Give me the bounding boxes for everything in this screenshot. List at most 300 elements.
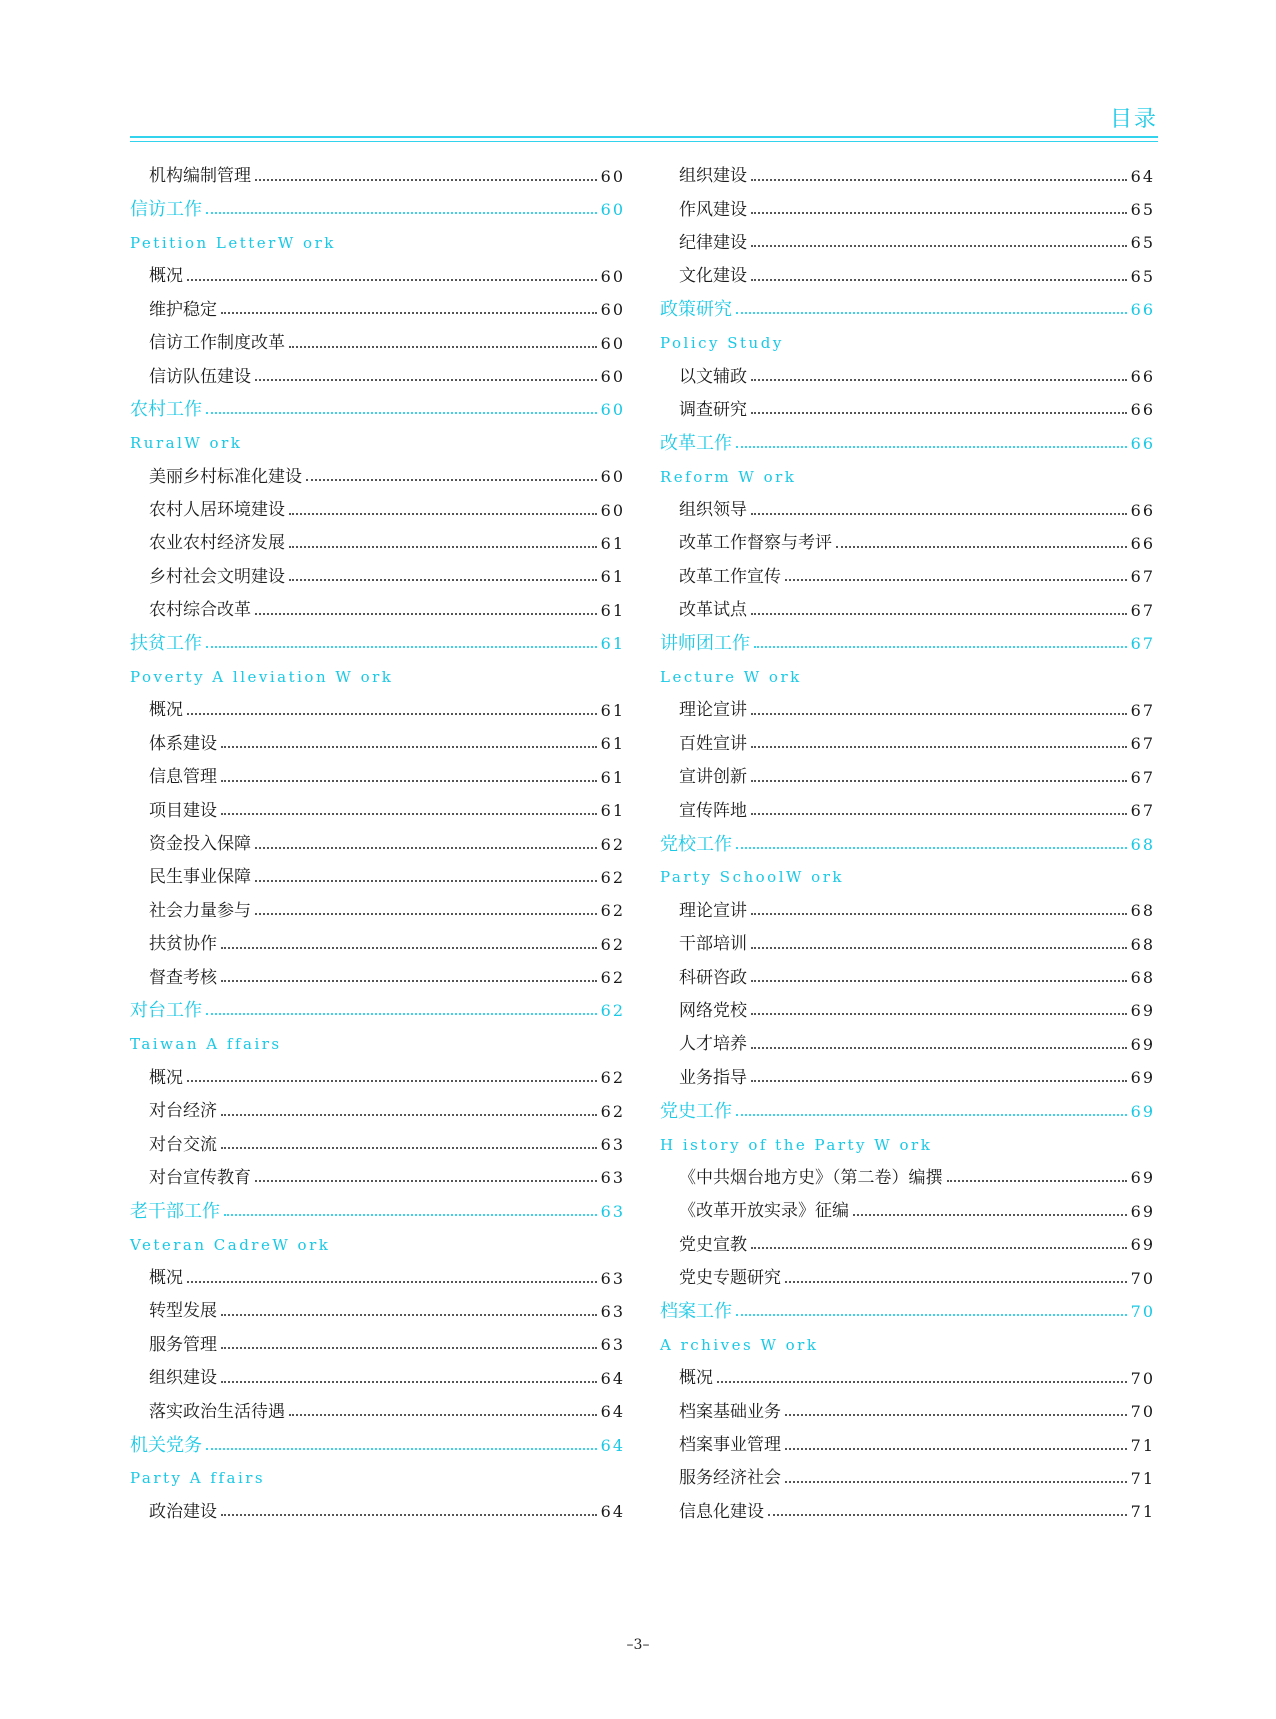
dot-leader <box>221 1314 597 1316</box>
toc-entry[interactable] <box>130 694 625 727</box>
toc-entry[interactable] <box>130 961 625 994</box>
toc-section-entry[interactable] <box>130 1429 625 1462</box>
dot-leader <box>221 746 597 748</box>
toc-section-entry[interactable] <box>660 1295 1155 1328</box>
dot-leader <box>736 847 1127 849</box>
toc-page-number: 70 <box>1130 1368 1155 1388</box>
dot-leader <box>785 579 1127 581</box>
toc-page-number: 63 <box>600 1201 625 1221</box>
toc-page-number: 61 <box>600 700 625 720</box>
toc-section-entry[interactable] <box>130 1195 625 1228</box>
dot-leader <box>221 780 597 782</box>
toc-entry-title: 机构编制管理 <box>149 166 251 187</box>
toc-entry-title: 党史宣教 <box>679 1234 747 1255</box>
toc-entry[interactable] <box>660 594 1155 627</box>
toc-entry-title: Petition LetterW ork <box>130 233 336 252</box>
toc-entry-title: 理论宣讲 <box>679 700 747 721</box>
toc-section-entry[interactable] <box>130 394 625 427</box>
toc-entry-title: 信访工作 <box>130 199 202 221</box>
toc-entry[interactable] <box>660 1429 1155 1462</box>
dot-leader <box>255 880 597 882</box>
toc-section-entry[interactable] <box>660 627 1155 660</box>
toc-page-number: 60 <box>600 166 625 186</box>
toc-entry[interactable] <box>130 1496 625 1529</box>
toc-english-heading <box>660 461 1155 494</box>
toc-entry-title: 对台宣传教育 <box>149 1167 251 1188</box>
toc-english-heading <box>130 1028 625 1061</box>
toc-page-number: 61 <box>600 634 625 654</box>
toc-entry[interactable] <box>660 527 1155 560</box>
toc-entry-title: 民生事业保障 <box>149 867 251 888</box>
toc-entry[interactable] <box>660 193 1155 226</box>
dot-leader <box>289 346 597 348</box>
dot-leader <box>785 1281 1127 1283</box>
toc-page-number: 68 <box>1130 834 1155 854</box>
dot-leader <box>785 1448 1127 1450</box>
toc-entry-title: Veteran CadreW ork <box>130 1235 331 1254</box>
toc-page-number: 69 <box>1130 1034 1155 1054</box>
toc-english-heading <box>130 427 625 460</box>
toc-entry-title: Lecture W ork <box>660 668 802 687</box>
dot-leader <box>224 1214 597 1216</box>
toc-entry[interactable] <box>130 761 625 794</box>
toc-entry[interactable] <box>660 1162 1155 1195</box>
dot-leader <box>221 1114 597 1116</box>
toc-entry-title: 调查研究 <box>679 399 747 420</box>
page-header-title: 目录 <box>1109 107 1158 132</box>
dot-leader <box>255 379 597 381</box>
toc-page-number: 62 <box>600 934 625 954</box>
dot-leader <box>255 847 597 849</box>
toc-entry-title: 落实政治生活待遇 <box>149 1401 285 1422</box>
toc-entry-title: 档案基础业务 <box>679 1401 781 1422</box>
toc-page-number: 61 <box>600 600 625 620</box>
toc-entry-title: 作风建设 <box>679 199 747 220</box>
toc-entry-title: 美丽乡村标准化建设 <box>149 466 302 487</box>
dot-leader <box>751 245 1127 247</box>
dot-leader <box>736 1114 1127 1116</box>
toc-entry-title: 信息管理 <box>149 767 217 788</box>
toc-entry-title: 政策研究 <box>660 299 732 321</box>
toc-section-entry[interactable] <box>130 627 625 660</box>
toc-entry-title: 政治建设 <box>149 1501 217 1522</box>
toc-entry[interactable] <box>660 928 1155 961</box>
toc-entry[interactable] <box>130 928 625 961</box>
toc-page-number: 63 <box>600 1301 625 1321</box>
toc-entry[interactable] <box>660 1395 1155 1428</box>
toc-entry[interactable] <box>130 1128 625 1161</box>
toc-page-number: 62 <box>600 1001 625 1021</box>
toc-page-number: 66 <box>1130 400 1155 420</box>
toc-entry[interactable] <box>130 260 625 293</box>
toc-entry[interactable] <box>130 1329 625 1362</box>
toc-page-number: 60 <box>600 333 625 353</box>
toc-entry-title: 维护稳定 <box>149 299 217 320</box>
toc-english-heading <box>130 1462 625 1495</box>
dot-leader <box>736 446 1127 448</box>
toc-entry-title: Reform W ork <box>660 467 797 486</box>
toc-entry-title: 信息化建设 <box>679 1501 764 1522</box>
toc-entry-title: Party A ffairs <box>130 1469 266 1488</box>
toc-entry-title: 扶贫工作 <box>130 633 202 655</box>
toc-entry[interactable] <box>660 1462 1155 1495</box>
toc-entry-title: A rchives W ork <box>660 1335 819 1354</box>
toc-page-number: 62 <box>600 901 625 921</box>
toc-page-number: 62 <box>600 834 625 854</box>
toc-english-heading <box>130 661 625 694</box>
toc-english-heading <box>660 1329 1155 1362</box>
toc-entry[interactable] <box>130 360 625 393</box>
toc-entry-title: 组织领导 <box>679 500 747 521</box>
toc-entry-title: 服务经济社会 <box>679 1468 781 1489</box>
toc-entry[interactable] <box>660 1362 1155 1395</box>
toc-section-entry[interactable] <box>130 193 625 226</box>
toc-entry[interactable] <box>130 160 625 193</box>
toc-page-number: 62 <box>600 968 625 988</box>
dot-leader <box>717 1381 1127 1383</box>
toc-section-entry[interactable] <box>660 1095 1155 1128</box>
toc-entry-title: 老干部工作 <box>130 1200 220 1222</box>
toc-entry[interactable] <box>660 360 1155 393</box>
dot-leader <box>206 646 597 648</box>
toc-page-number: 68 <box>1130 934 1155 954</box>
toc-page-number: 67 <box>1130 600 1155 620</box>
toc-left-column <box>130 160 625 1529</box>
toc-page-number: 65 <box>1130 200 1155 220</box>
toc-entry[interactable] <box>660 260 1155 293</box>
dot-leader <box>754 646 1127 648</box>
toc-entry[interactable] <box>130 1362 625 1395</box>
toc-entry[interactable] <box>130 861 625 894</box>
toc-entry-title: 项目建设 <box>149 800 217 821</box>
toc-entry[interactable] <box>130 461 625 494</box>
toc-entry-title: 改革工作督察与考评 <box>679 533 832 554</box>
toc-entry[interactable] <box>660 160 1155 193</box>
toc-page-number: 62 <box>600 867 625 887</box>
toc-page-number: 66 <box>1130 300 1155 320</box>
toc-entry[interactable] <box>660 1262 1155 1295</box>
toc-page-number: 64 <box>1130 166 1155 186</box>
toc-entry-title: 百姓宣讲 <box>679 733 747 754</box>
toc-page-number: 64 <box>600 1402 625 1422</box>
toc-page-number: 60 <box>600 467 625 487</box>
toc-entry-title: 科研咨政 <box>679 967 747 988</box>
toc-page-number: 65 <box>1130 266 1155 286</box>
toc-page-number: 66 <box>1130 433 1155 453</box>
dot-leader <box>289 1414 597 1416</box>
toc-entry-title: Party SchoolW ork <box>660 868 844 887</box>
toc-entry-title: 业务指导 <box>679 1067 747 1088</box>
toc-page-number: 69 <box>1130 1101 1155 1121</box>
toc-entry[interactable] <box>130 1395 625 1428</box>
toc-page-number: 61 <box>600 567 625 587</box>
page-number: –3– <box>626 1637 650 1653</box>
dot-leader <box>736 1314 1127 1316</box>
dot-leader <box>751 1013 1127 1015</box>
toc-page-number: 66 <box>1130 367 1155 387</box>
dot-leader <box>751 813 1127 815</box>
dot-leader <box>751 613 1127 615</box>
dot-leader <box>768 1514 1127 1516</box>
toc-english-heading <box>130 227 625 260</box>
toc-entry[interactable] <box>130 828 625 861</box>
toc-page-number: 69 <box>1130 1068 1155 1088</box>
dot-leader <box>206 412 597 414</box>
dot-leader <box>187 279 597 281</box>
toc-entry[interactable] <box>660 961 1155 994</box>
toc-entry[interactable] <box>660 394 1155 427</box>
toc-entry-title: 网络党校 <box>679 1000 747 1021</box>
dot-leader <box>751 1247 1127 1249</box>
toc-entry[interactable] <box>130 594 625 627</box>
toc-entry[interactable] <box>130 728 625 761</box>
toc-entry-title: 对台经济 <box>149 1101 217 1122</box>
dot-leader <box>947 1180 1127 1182</box>
dot-leader <box>751 513 1127 515</box>
dot-leader <box>751 713 1127 715</box>
toc-entry-title: 信访队伍建设 <box>149 366 251 387</box>
toc-entry[interactable] <box>130 527 625 560</box>
toc-english-heading <box>130 1229 625 1262</box>
toc-entry-title: 扶贫协作 <box>149 934 217 955</box>
toc-entry[interactable] <box>660 794 1155 827</box>
toc-entry-title: 概况 <box>679 1368 713 1389</box>
toc-entry-title: 对台工作 <box>130 1000 202 1022</box>
toc-entry-title: 机关党务 <box>130 1434 202 1456</box>
toc-entry[interactable] <box>130 1262 625 1295</box>
toc-entry-title: 纪律建设 <box>679 232 747 253</box>
toc-page-number: 71 <box>1130 1502 1155 1522</box>
toc-entry-title: 党史专题研究 <box>679 1268 781 1289</box>
toc-entry[interactable] <box>660 895 1155 928</box>
toc-entry-title: 理论宣讲 <box>679 900 747 921</box>
dot-leader <box>206 1013 597 1015</box>
toc-entry[interactable] <box>660 761 1155 794</box>
toc-page-number: 70 <box>1130 1301 1155 1321</box>
toc-page-number: 69 <box>1130 1168 1155 1188</box>
toc-entry[interactable] <box>130 1162 625 1195</box>
dot-leader <box>751 279 1127 281</box>
toc-entry-title: 组织建设 <box>149 1368 217 1389</box>
toc-entry-title: 《中共烟台地方史》（第二卷）编撰 <box>679 1167 943 1188</box>
toc-english-heading <box>660 661 1155 694</box>
toc-entry-title: 党校工作 <box>660 833 732 855</box>
toc-page-number: 61 <box>600 734 625 754</box>
dot-leader <box>751 412 1127 414</box>
toc-english-heading <box>660 861 1155 894</box>
toc-page-number: 60 <box>600 500 625 520</box>
dot-leader <box>289 579 597 581</box>
toc-entry[interactable] <box>660 1195 1155 1228</box>
toc-page-number: 67 <box>1130 634 1155 654</box>
toc-entry-title: 农村人居环境建设 <box>149 500 285 521</box>
dot-leader <box>187 1080 597 1082</box>
toc-entry[interactable] <box>660 694 1155 727</box>
toc-section-entry[interactable] <box>130 995 625 1028</box>
toc-page-number: 64 <box>600 1368 625 1388</box>
toc-entry-title: 概况 <box>149 1268 183 1289</box>
toc-page-number: 66 <box>1130 533 1155 553</box>
toc-entry-title: 乡村社会文明建设 <box>149 566 285 587</box>
toc-page-number: 60 <box>600 200 625 220</box>
toc-entry[interactable] <box>130 494 625 527</box>
toc-page-number: 61 <box>600 801 625 821</box>
toc-entry[interactable] <box>130 895 625 928</box>
dot-leader <box>785 1481 1127 1483</box>
dot-leader <box>853 1214 1127 1216</box>
toc-entry-title: 改革工作 <box>660 432 732 454</box>
toc-english-heading <box>660 1128 1155 1161</box>
dot-leader <box>751 1080 1127 1082</box>
toc-page-number: 60 <box>600 400 625 420</box>
dot-leader <box>187 713 597 715</box>
toc-entry[interactable] <box>660 561 1155 594</box>
toc-entry-title: 人才培养 <box>679 1034 747 1055</box>
toc-section-entry[interactable] <box>660 427 1155 460</box>
toc-entry-title: 档案工作 <box>660 1300 732 1322</box>
toc-entry-title: Poverty A lleviation W ork <box>130 668 394 687</box>
toc-entry[interactable] <box>660 1229 1155 1262</box>
toc-entry[interactable] <box>660 995 1155 1028</box>
toc-entry-title: 《改革开放实录》征编 <box>679 1201 849 1222</box>
toc-entry-title: 转型发展 <box>149 1301 217 1322</box>
dot-leader <box>751 780 1127 782</box>
toc-entry-title: 宣传阵地 <box>679 800 747 821</box>
toc-entry[interactable] <box>660 227 1155 260</box>
toc-entry-title: 改革试点 <box>679 600 747 621</box>
toc-page-number: 63 <box>600 1135 625 1155</box>
dot-leader <box>751 379 1127 381</box>
toc-entry-title: 对台交流 <box>149 1134 217 1155</box>
toc-page-number: 67 <box>1130 567 1155 587</box>
toc-page-number: 69 <box>1130 1201 1155 1221</box>
dot-leader <box>206 1448 597 1450</box>
toc-entry-title: 改革工作宣传 <box>679 566 781 587</box>
dot-leader <box>736 312 1127 314</box>
toc-entry[interactable] <box>660 728 1155 761</box>
toc-section-entry[interactable] <box>660 294 1155 327</box>
toc-page-number: 63 <box>600 1168 625 1188</box>
toc-page-number: 65 <box>1130 233 1155 253</box>
toc-entry[interactable] <box>660 1028 1155 1061</box>
toc-entry-title: 概况 <box>149 266 183 287</box>
dot-leader <box>751 746 1127 748</box>
toc-section-entry[interactable] <box>660 828 1155 861</box>
toc-entry[interactable] <box>130 1295 625 1328</box>
toc-entry[interactable] <box>130 561 625 594</box>
toc-page-number: 68 <box>1130 968 1155 988</box>
dot-leader <box>221 312 597 314</box>
toc-right-column <box>660 160 1155 1529</box>
dot-leader <box>289 513 597 515</box>
toc-entry[interactable] <box>130 1095 625 1128</box>
dot-leader <box>751 179 1127 181</box>
toc-page-number: 71 <box>1130 1435 1155 1455</box>
toc-entry-title: 党史工作 <box>660 1100 732 1122</box>
toc-page-number: 61 <box>600 533 625 553</box>
toc-entry-title: 档案事业管理 <box>679 1435 781 1456</box>
toc-page-number: 62 <box>600 1068 625 1088</box>
toc-page-number: 60 <box>600 367 625 387</box>
toc-page-number: 69 <box>1130 1235 1155 1255</box>
toc-page-number: 67 <box>1130 801 1155 821</box>
toc-entry-title: 组织建设 <box>679 166 747 187</box>
toc-page-number: 67 <box>1130 767 1155 787</box>
toc-entry-title: Policy Study <box>660 334 784 353</box>
toc-entry[interactable] <box>660 1062 1155 1095</box>
toc-entry-title: 干部培训 <box>679 934 747 955</box>
toc-page-number: 69 <box>1130 1001 1155 1021</box>
dot-leader <box>221 1147 597 1149</box>
toc-entry-title: 以文辅政 <box>679 366 747 387</box>
toc-entry-title: H istory of the Party W ork <box>660 1135 933 1154</box>
toc-entry[interactable] <box>130 1062 625 1095</box>
dot-leader <box>306 479 597 481</box>
dot-leader <box>785 1414 1127 1416</box>
toc-page-number: 70 <box>1130 1402 1155 1422</box>
toc-page-number: 67 <box>1130 734 1155 754</box>
dot-leader <box>751 947 1127 949</box>
dot-leader <box>751 1047 1127 1049</box>
toc-entry[interactable] <box>660 494 1155 527</box>
toc-entry[interactable] <box>130 294 625 327</box>
toc-entry-title: 文化建设 <box>679 266 747 287</box>
header-rule <box>130 136 1158 138</box>
dot-leader <box>187 1281 597 1283</box>
toc-entry-title: 宣讲创新 <box>679 767 747 788</box>
toc-entry-title: RuralW ork <box>130 434 243 453</box>
dot-leader <box>751 212 1127 214</box>
toc-entry-title: 农业农村经济发展 <box>149 533 285 554</box>
dot-leader <box>255 1180 597 1182</box>
toc-page-number: 62 <box>600 1101 625 1121</box>
header-rule-thin <box>130 141 1158 142</box>
dot-leader <box>255 613 597 615</box>
toc-entry-title: 农村综合改革 <box>149 600 251 621</box>
dot-leader <box>289 546 597 548</box>
toc-entry-title: 概况 <box>149 700 183 721</box>
toc-page-number: 64 <box>600 1502 625 1522</box>
dot-leader <box>255 179 597 181</box>
dot-leader <box>751 980 1127 982</box>
toc-page-number: 70 <box>1130 1268 1155 1288</box>
dot-leader <box>221 947 597 949</box>
dot-leader <box>751 913 1127 915</box>
toc-entry-title: 信访工作制度改革 <box>149 333 285 354</box>
toc-entry-title: 讲师团工作 <box>660 633 750 655</box>
toc-entry-title: 资金投入保障 <box>149 834 251 854</box>
dot-leader <box>836 546 1127 548</box>
toc-page-number: 67 <box>1130 700 1155 720</box>
toc-entry-title: 社会力量参与 <box>149 900 251 921</box>
toc-english-heading <box>660 327 1155 360</box>
toc-page-number: 60 <box>600 266 625 286</box>
toc-page-number: 61 <box>600 767 625 787</box>
toc-entry[interactable] <box>130 794 625 827</box>
toc-page-number: 71 <box>1130 1468 1155 1488</box>
toc-page-number: 64 <box>600 1435 625 1455</box>
dot-leader <box>221 1347 597 1349</box>
toc-page-number: 66 <box>1130 500 1155 520</box>
toc-entry-title: 服务管理 <box>149 1334 217 1355</box>
toc-entry[interactable] <box>130 327 625 360</box>
toc-entry-title: 概况 <box>149 1067 183 1088</box>
toc-page-number: 63 <box>600 1335 625 1355</box>
toc-entry[interactable] <box>660 1496 1155 1529</box>
toc-entry-title: 农村工作 <box>130 399 202 421</box>
dot-leader <box>206 212 597 214</box>
toc-entry-title: Taiwan A ffairs <box>130 1035 282 1054</box>
